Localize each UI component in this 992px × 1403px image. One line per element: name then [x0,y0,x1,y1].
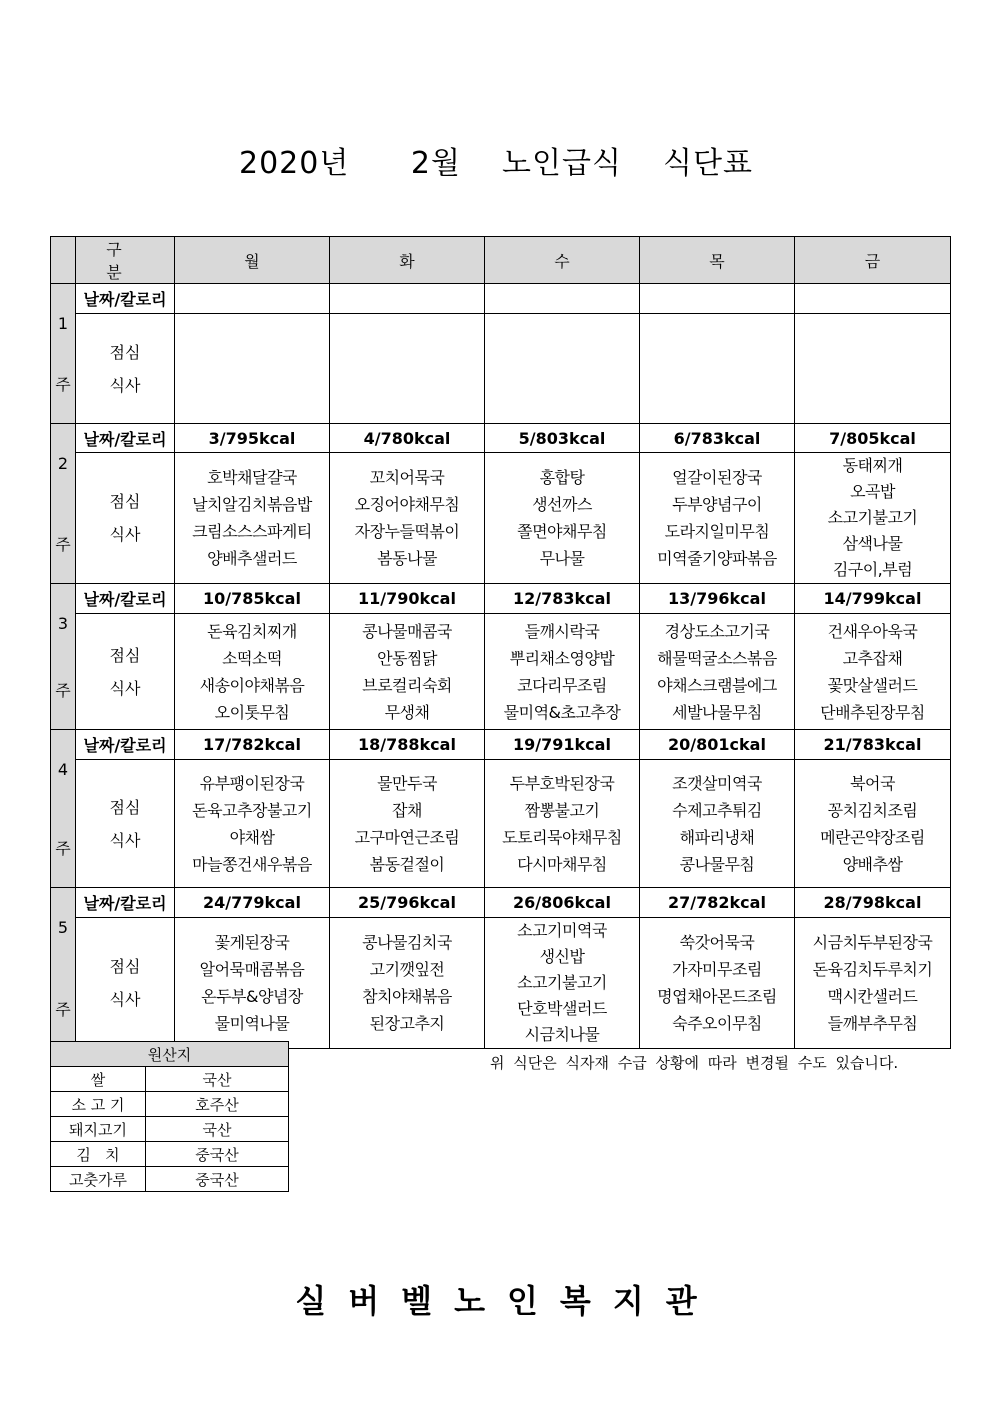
kcal-cell-tue: 25/796kcal [330,888,485,918]
week-3-menu-row [51,614,951,730]
organization-name: 실버벨노인복지관 [295,1282,719,1320]
menu-item: 홍합탕 [539,468,585,487]
week-label [51,730,76,888]
menu-item: 뿌리채소영양밥 [509,648,615,668]
menu-item: 새송이야채볶음 [199,675,305,695]
kcal-cell-thu: 13/796kcal [640,584,795,614]
week-label [51,424,76,584]
menu-item: 봄동겉절이 [369,854,445,874]
menu-cell-thu [640,314,795,424]
week-suffix: 주 [55,1000,71,1019]
kcal-cell-mon: 17/782kcal [175,730,330,760]
menu-item: 생신밥 [539,947,585,966]
header-day-fri: 금 [795,237,951,284]
week-5-kcal-row [51,888,951,918]
meal-label [76,453,175,584]
menu-item: 고추잡채 [842,648,903,668]
menu-cell-tue [330,453,485,584]
menu-item: 두부호박된장국 [509,773,615,793]
kcal-cell-thu: 27/782kcal [640,888,795,918]
kcal-cell-tue [330,284,485,314]
menu-item: 도라지일미무침 [664,522,770,541]
menu-item: 얼갈이된장국 [672,468,762,487]
menu-item: 꽃맛살샐러드 [827,675,918,695]
origin-item: 김 치 [51,1142,146,1167]
meal-label-line2: 식사 [109,678,141,698]
kcal-cell-fri [795,284,951,314]
week-suffix: 주 [55,681,71,700]
menu-item: 가자미무조림 [672,960,762,979]
menu-cell-fri [795,453,951,584]
origin-item: 소 고 기 [51,1092,146,1117]
kcal-cell-tue: 4/780kcal [330,424,485,453]
menu-cell-wed [485,314,640,424]
origin-country: 국산 [146,1067,289,1092]
week-suffix: 주 [55,535,71,554]
kcal-cell-wed: 12/783kcal [485,584,640,614]
week-3-kcal-row [51,584,951,614]
origin-row [51,1167,289,1192]
origin-item: 쌀 [51,1067,146,1092]
menu-item: 온두부&양념장 [201,987,303,1006]
kcal-cell-thu [640,284,795,314]
menu-cell-wed [485,614,640,730]
menu-item: 짬뽕불고기 [524,800,600,820]
meal-label-line1: 점심 [109,342,141,362]
origin-country: 중국산 [146,1142,289,1167]
kcal-cell-thu: 6/783kcal [640,424,795,453]
origin-item: 고춧가루 [51,1167,146,1192]
menu-item: 돈육고추장불고기 [192,800,312,820]
header-day-thu: 목 [640,237,795,284]
header-corner [51,237,76,284]
menu-item: 날치알김치볶음밥 [192,495,312,514]
meal-label-line2: 식사 [109,830,141,850]
menu-item: 된장고추지 [369,1014,445,1033]
menu-item: 시금치나물 [524,1025,600,1044]
menu-item: 야채스크램블에그 [657,675,777,695]
menu-item: 쑥갓어묵국 [679,933,755,952]
kcal-cell-wed: 5/803kcal [485,424,640,453]
menu-item: 시금치두부된장국 [812,933,933,952]
menu-item: 잡채 [392,800,422,820]
meal-label [76,760,175,888]
menu-item: 수제고추튀김 [672,800,762,820]
menu-item: 양배추쌈 [842,854,903,874]
week-2-kcal-row [51,424,951,453]
menu-item: 소떡소떡 [222,648,282,668]
menu-item: 메란곤약장조림 [820,827,925,847]
week-number: 5 [57,918,69,937]
menu-item: 생선까스 [532,495,592,514]
origin-table [50,1041,289,1192]
menu-cell-tue [330,918,485,1049]
origin-country: 호주산 [146,1092,289,1117]
menu-cell-thu [640,760,795,888]
week-4-kcal-row [51,730,951,760]
week-5-menu-row [51,918,951,1049]
menu-item: 호박채달걀국 [207,468,297,487]
menu-cell-fri [795,614,951,730]
menu-item: 세발나물무침 [672,702,762,722]
menu-item: 단배추된장무침 [820,702,925,722]
menu-item: 야채쌈 [229,827,275,847]
menu-item: 물미역&초고추장 [503,702,621,722]
menu-item: 북어국 [850,773,895,793]
menu-item: 자장누들떡볶이 [354,522,460,541]
menu-item: 경상도소고기국 [664,621,770,641]
meal-label-line1: 점심 [109,797,141,817]
menu-cell-tue [330,614,485,730]
meal-label-line2: 식사 [109,525,141,544]
menu-cell-tue [330,314,485,424]
menu-item: 알어묵매콤볶음 [199,960,305,979]
menu-cell-mon [175,760,330,888]
kcal-cell-fri: 14/799kcal [795,584,951,614]
menu-cell-mon [175,614,330,730]
menu-cell-thu [640,614,795,730]
menu-item: 숙주오이무침 [672,1014,762,1033]
menu-item: 오이톳무침 [214,702,290,722]
menu-item: 조갯살미역국 [672,773,762,793]
menu-item: 들깨부추무침 [827,1014,918,1033]
origin-row [51,1117,289,1142]
menu-item: 유부팽이된장국 [199,773,305,793]
origin-row [51,1142,289,1167]
menu-item: 물만두국 [377,773,437,793]
week-label [51,888,76,1049]
menu-item: 참치야채볶음 [362,987,452,1006]
menu-item: 김구이,부럼 [832,560,913,579]
menu-item: 두부양념구이 [672,495,762,514]
origin-item: 돼지고기 [51,1117,146,1142]
week-number: 1 [57,314,69,333]
kcal-cell-tue: 18/788kcal [330,730,485,760]
kcal-cell-fri: 28/798kcal [795,888,951,918]
notice-text: 위 식단은 식자재 수급 상황에 따라 변경될 수도 있습니다. [490,1054,899,1072]
menu-item: 명엽채아몬드조림 [657,987,777,1006]
meal-label [76,314,175,424]
menu-cell-wed [485,453,640,584]
menu-item: 꽃게된장국 [214,933,290,952]
menu-cell-fri [795,314,951,424]
date-kcal-label: 날짜/칼로리 [76,284,175,314]
week-4-menu-row [51,760,951,888]
meal-label-line2: 식사 [109,990,141,1009]
date-kcal-label: 날짜/칼로리 [76,424,175,453]
menu-cell-mon [175,314,330,424]
menu-item: 꼬치어묵국 [369,468,445,487]
menu-item: 단호박샐러드 [517,999,607,1018]
menu-item: 동태찌개 [842,456,903,475]
kcal-cell-fri: 21/783kcal [795,730,951,760]
menu-item: 들깨시락국 [524,621,600,641]
menu-item: 양배추샐러드 [207,549,297,568]
header-row [51,237,951,284]
meal-label [76,918,175,1049]
week-number: 2 [57,454,69,473]
menu-item: 고구마연근조림 [354,827,460,847]
meal-label-line1: 점심 [109,645,141,665]
menu-cell-tue [330,760,485,888]
menu-cell-mon [175,918,330,1049]
menu-item: 맥시칸샐러드 [827,987,918,1006]
menu-item: 다시마채무침 [517,854,607,874]
menu-item: 콩나물매콤국 [362,621,452,641]
date-kcal-label: 날짜/칼로리 [76,730,175,760]
menu-item: 안동찜닭 [377,648,437,668]
header-day-wed: 수 [485,237,640,284]
menu-item: 마늘쫑건새우볶음 [192,854,312,874]
meal-label-line1: 점심 [109,492,141,511]
kcal-cell-mon [175,284,330,314]
meal-label [76,614,175,730]
menu-item: 도토리묵야채무침 [502,827,622,847]
menu-item: 미역줄기양파볶음 [657,549,777,568]
meal-label-line1: 점심 [109,957,141,976]
week-1-menu-row [51,314,951,424]
menu-item: 돈육김치찌개 [207,621,297,641]
kcal-cell-thu: 20/801ckal [640,730,795,760]
kcal-cell-mon: 10/785kcal [175,584,330,614]
menu-item: 고기깻잎전 [369,960,445,979]
origin-country: 국산 [146,1117,289,1142]
menu-item: 브로컬리숙회 [362,675,452,695]
menu-item: 소고기불고기 [827,508,918,527]
menu-item: 무나물 [539,549,585,568]
date-kcal-label: 날짜/칼로리 [76,584,175,614]
week-number: 4 [57,760,69,779]
menu-item: 소고기미역국 [517,921,607,940]
menu-table [50,236,951,1049]
origin-header: 원산지 [51,1042,289,1067]
menu-cell-fri [795,918,951,1049]
origin-country: 중국산 [146,1167,289,1192]
header-gubun: 구 분 [76,237,175,284]
week-suffix: 주 [55,839,71,858]
menu-cell-thu [640,918,795,1049]
menu-item: 봄동나물 [377,549,437,568]
week-label [51,584,76,730]
menu-item: 콩나물무침 [679,854,755,874]
menu-cell-mon [175,453,330,584]
menu-item: 물미역나물 [214,1014,290,1033]
menu-item: 오징어야채무침 [354,495,460,514]
menu-item: 돈육김치두루치기 [812,960,933,979]
week-suffix: 주 [55,375,71,394]
kcal-cell-wed: 19/791kcal [485,730,640,760]
menu-item: 삼색나물 [842,534,903,553]
menu-item: 건새우아욱국 [827,621,918,641]
menu-item: 오곡밥 [850,482,895,501]
week-label [51,284,76,424]
menu-cell-fri [795,760,951,888]
menu-item: 해물떡굴소스볶음 [657,648,777,668]
origin-row [51,1092,289,1117]
header-day-tue: 화 [330,237,485,284]
kcal-cell-fri: 7/805kcal [795,424,951,453]
origin-row [51,1067,289,1092]
menu-cell-thu [640,453,795,584]
date-kcal-label: 날짜/칼로리 [76,888,175,918]
kcal-cell-mon: 3/795kcal [175,424,330,453]
meal-label-line2: 식사 [109,375,141,395]
week-1-kcal-row [51,284,951,314]
menu-item: 콩나물김치국 [362,933,452,952]
menu-item: 꽁치김치조림 [827,800,918,820]
kcal-cell-wed: 26/806kcal [485,888,640,918]
menu-item: 소고기불고기 [517,973,607,992]
menu-item: 무생채 [384,702,430,722]
week-2-menu-row [51,453,951,584]
kcal-cell-mon: 24/779kcal [175,888,330,918]
kcal-cell-wed [485,284,640,314]
menu-item: 코다리무조림 [517,675,607,695]
week-number: 3 [57,614,69,633]
menu-item: 크림소스스파게티 [192,522,312,541]
menu-cell-wed [485,760,640,888]
menu-item: 해파리냉채 [679,827,755,847]
menu-item: 쫄면야채무침 [517,522,607,541]
page-title: 2020년 2월 노인급식 식단표 [238,146,753,181]
kcal-cell-tue: 11/790kcal [330,584,485,614]
menu-cell-wed [485,918,640,1049]
header-day-mon: 월 [175,237,330,284]
